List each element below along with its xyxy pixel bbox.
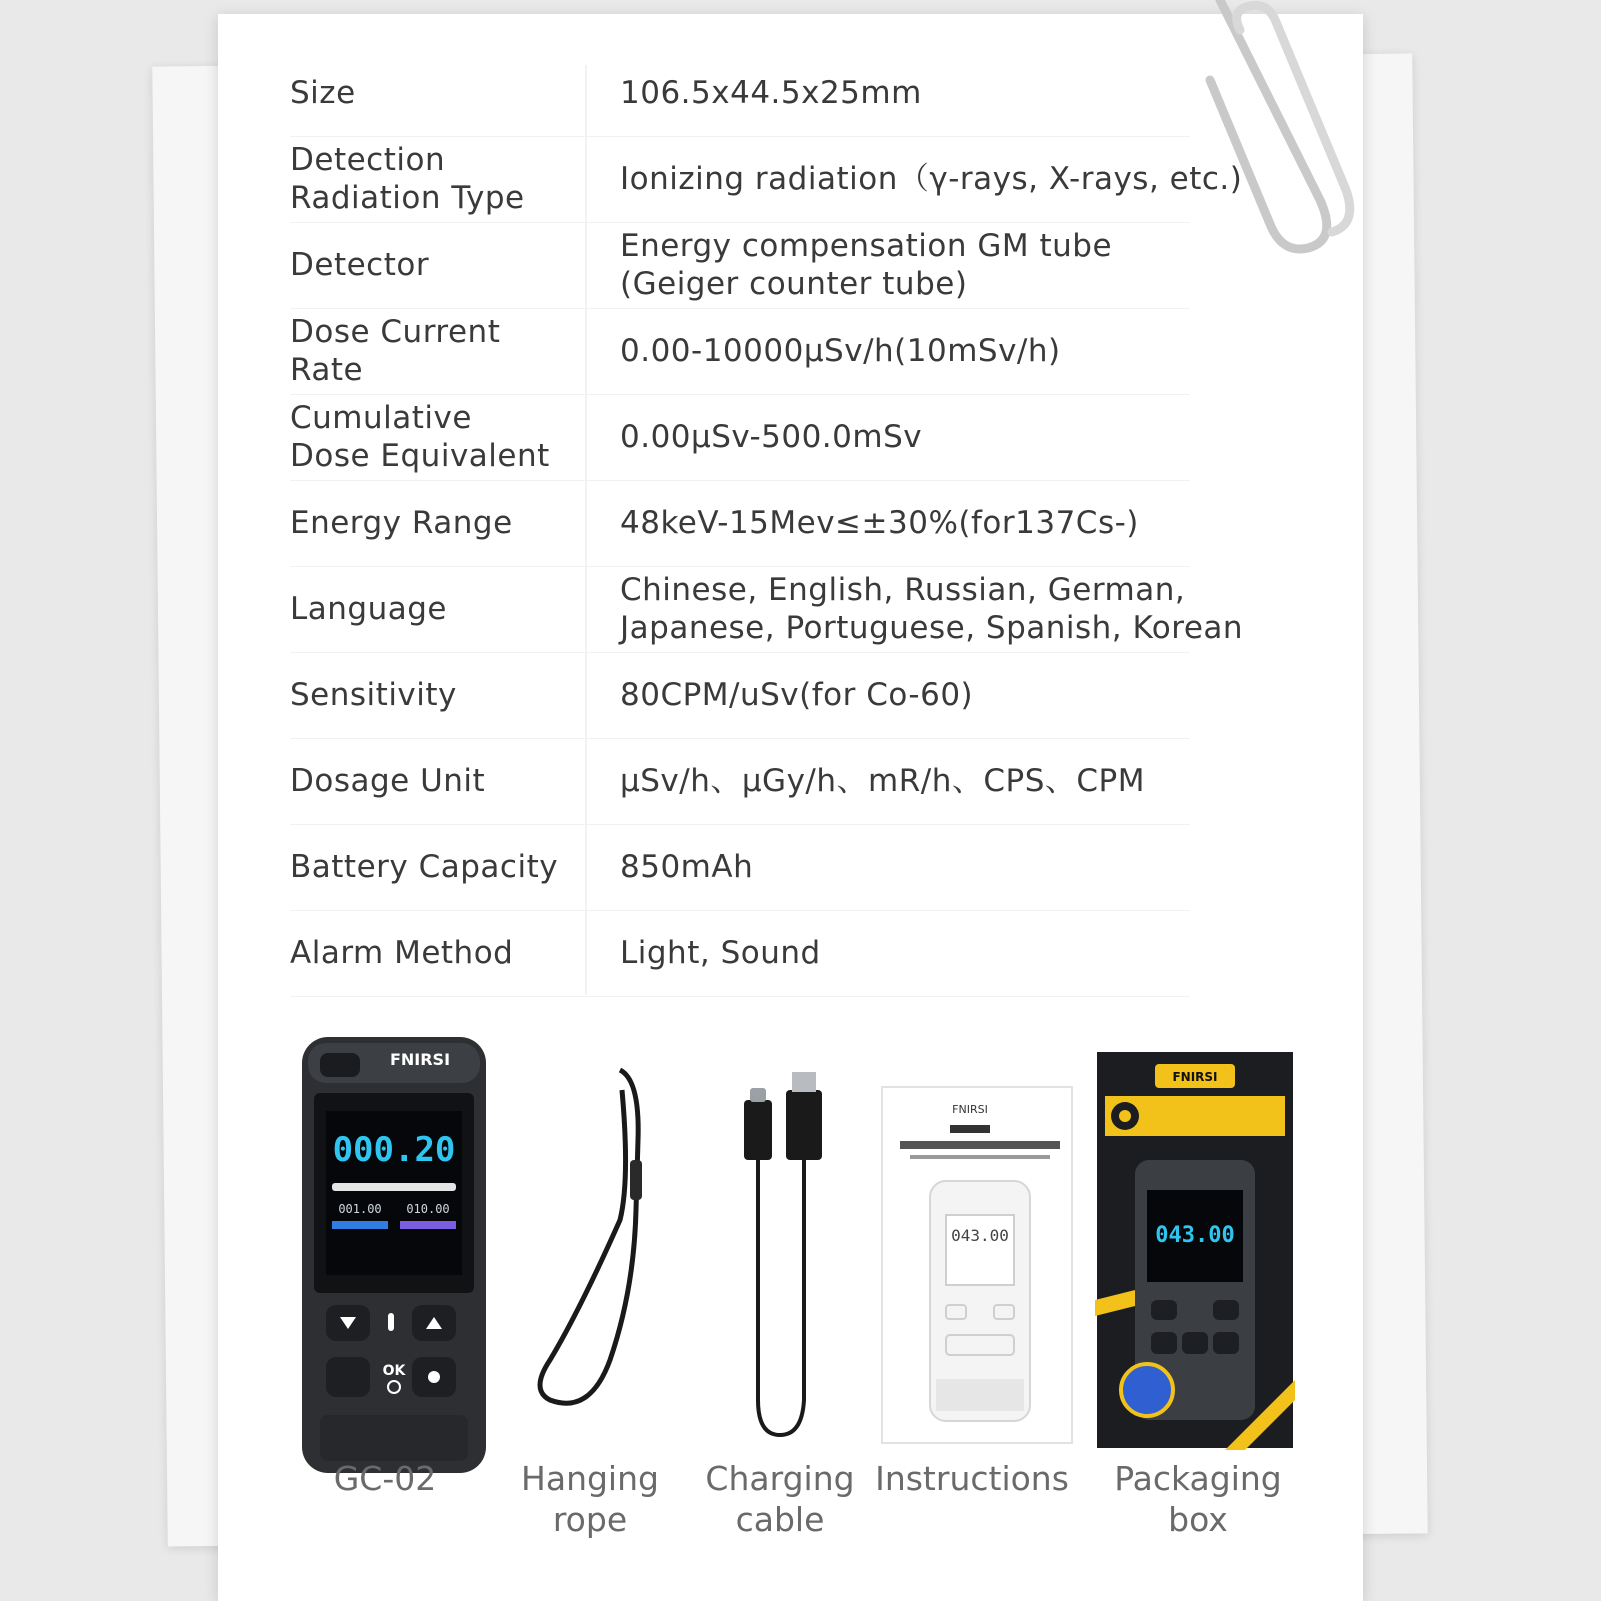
- spec-label: Detector: [290, 247, 430, 283]
- manual-brand: FNIRSI: [952, 1103, 988, 1116]
- device-brand: FNIRSI: [389, 1050, 451, 1069]
- box-brand: FNIRSI: [1172, 1070, 1218, 1084]
- product-label: Instructions: [875, 1459, 1069, 1498]
- device-image: [300, 1035, 490, 1475]
- spec-row-battery: [290, 824, 1190, 911]
- spec-label: Sensitivity: [290, 677, 457, 713]
- spec-label: Dosage Unit: [290, 763, 486, 799]
- spec-value: 106.5x44.5x25mm: [620, 75, 922, 111]
- spec-row-cumulative-dose: [290, 394, 1190, 481]
- spec-label: Energy Range: [290, 505, 513, 541]
- product-label: Charging cable: [705, 1459, 855, 1539]
- device-reading: 000.20: [332, 1130, 456, 1170]
- spec-row-detection-type: [290, 136, 1243, 223]
- spec-label: Battery Capacity: [290, 849, 559, 885]
- spec-row-energy-range: [290, 480, 1190, 567]
- spec-value: Energy compensation GM tube (Geiger counter tube): [620, 228, 1113, 302]
- spec-row-language: [290, 566, 1244, 653]
- instructions-manual-image: [880, 1085, 1075, 1445]
- spec-row-sensitivity: [290, 652, 1190, 739]
- product-label: Packaging box: [1114, 1459, 1282, 1539]
- spec-row-dose-rate: [290, 308, 1190, 395]
- box-reading: 043.00: [1155, 1223, 1235, 1248]
- spec-value: Light, Sound: [620, 935, 821, 971]
- spec-row-alarm: [290, 910, 1190, 997]
- spec-label: Language: [290, 591, 447, 627]
- spec-label: Size: [290, 75, 356, 111]
- charging-cable-image: [730, 1070, 850, 1450]
- device-sub-left: 001.00: [338, 1202, 382, 1216]
- spec-label: Detection Radiation Type: [290, 142, 525, 216]
- spec-label: Alarm Method: [290, 935, 514, 971]
- spec-value: 80CPM/uSv(for Co-60): [620, 677, 974, 713]
- hanging-rope-image: [530, 1060, 670, 1430]
- spec-row-dosage-unit: [290, 738, 1190, 825]
- spec-value: 0.00μSv-500.0mSv: [620, 419, 923, 455]
- device-sub-right: 010.00: [406, 1202, 450, 1216]
- product-label: Hanging rope: [521, 1459, 659, 1539]
- spec-row-detector: [290, 222, 1190, 309]
- spec-value: Chinese, English, Russian, German, Japanese, Portuguese, Spanish, Korean: [620, 572, 1244, 646]
- product-label: GC-02: [333, 1459, 437, 1498]
- spec-value: 0.00-10000μSv/h(10mSv/h): [620, 333, 1061, 369]
- manual-reading: 043.00: [951, 1226, 1009, 1245]
- spec-row-size: [290, 50, 1190, 137]
- spec-value: 48keV-15Mev≤±30%(for137Cs-): [620, 505, 1139, 541]
- spec-label: Cumulative Dose Equivalent: [290, 400, 550, 474]
- spec-value: Ionizing radiation（γ-rays, X-rays, etc.): [620, 161, 1243, 197]
- device-ok-label: OK: [382, 1363, 406, 1379]
- packaging-box-image: [1095, 1050, 1295, 1450]
- spec-value: 850mAh: [620, 849, 754, 885]
- spec-label: Dose Current Rate: [290, 314, 501, 388]
- spec-value: μSv/h、μGy/h、mR/h、CPS、CPM: [620, 763, 1145, 799]
